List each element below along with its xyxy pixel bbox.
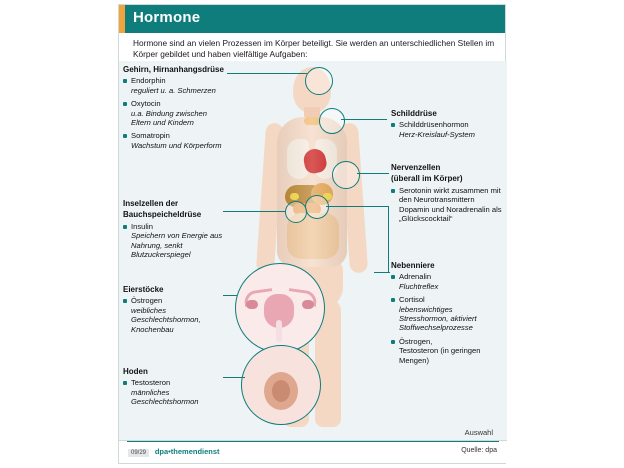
label-testes-heading: Hoden	[123, 367, 148, 376]
label-ovaries	[123, 285, 227, 338]
hormone-name: Östrogen,	[399, 336, 433, 346]
hormone-desc: männliches Geschlechtshormon	[131, 387, 199, 407]
brain-callout-circle	[305, 67, 333, 95]
label-thyroid-heading: Schilddrüse	[391, 109, 437, 118]
label-pancreas	[123, 199, 227, 263]
testis-inner-shape	[272, 380, 290, 402]
label-adrenal	[391, 261, 503, 369]
page-title: Hormone	[133, 9, 201, 26]
diagram-area	[119, 61, 507, 441]
hormone-desc: Speichern von Energie aus Nahrung, senkt Blutzuckerspiegel	[131, 231, 223, 260]
selection-note: Auswahl	[464, 428, 493, 437]
leader-line-thyroid	[341, 119, 387, 120]
cervical-canal	[276, 320, 282, 342]
label-thyroid-item-1	[391, 120, 503, 139]
nerve-callout-circle	[332, 161, 360, 189]
hormone-name: Testosteron	[131, 378, 171, 388]
hormone-name: Schilddrüsenhormon	[399, 120, 469, 130]
footer-rule	[127, 441, 499, 442]
hormone-desc: Serotonin wirkt zusammen mit den Neurotransmittern Dopamin und Noradrenalin als „Glückscocktail“	[399, 185, 502, 224]
label-adrenal-item-1	[391, 272, 503, 291]
adrenal-callout-circle	[305, 195, 329, 219]
hormone-desc: reguliert u. a. Schmerzen	[131, 85, 216, 95]
label-brain-heading: Gehirn, Hirnanhangsdrüse	[123, 65, 224, 74]
infographic-card	[118, 4, 506, 464]
label-brain-item-2	[123, 99, 227, 127]
hormone-desc: Herz-Kreislauf-System	[399, 129, 475, 139]
leader-line-adrenal	[326, 206, 388, 207]
label-ovaries-heading: Eierstöcke	[123, 285, 164, 294]
footer-bar	[119, 440, 507, 463]
hormone-desc: Testosteron (in geringen Mengen)	[399, 346, 481, 365]
leader-line-pancreas	[223, 211, 285, 212]
hormone-desc: weibliches Geschlechtshormon, Knochenbau	[131, 305, 201, 334]
hormone-name: Adrenalin	[399, 272, 432, 282]
hormone-desc: lebenswichtiges Stresshormon, aktiviert Stoffwechselprozesse	[399, 304, 477, 333]
label-testes	[123, 367, 227, 411]
testes-zoom-circle	[241, 345, 321, 425]
hormone-name: Endorphin	[131, 76, 166, 86]
leader-line-adrenal-bottom	[374, 272, 390, 273]
label-nerves-item-1	[391, 186, 503, 224]
torso-shading	[277, 117, 347, 267]
hormone-name: Oxytocin	[131, 99, 161, 109]
label-brain-item-3	[123, 131, 227, 150]
ovaries-zoom-circle	[235, 263, 325, 353]
hormone-name: Somatropin	[131, 131, 170, 141]
hormone-name: Cortisol	[399, 295, 425, 305]
label-pancreas-heading2: Bauchspeicheldrüse	[123, 210, 202, 220]
hormone-desc: u.a. Bindung zwischen Eltern und Kindern	[131, 108, 207, 128]
label-pancreas-heading: Inselzellen der	[123, 199, 179, 208]
left-ovary	[246, 300, 258, 309]
thyroid-callout-circle	[319, 108, 345, 134]
intro-text: Hormone sind an vielen Prozessen im Körper beteiligt. Sie werden an unterschiedlichen Stellen im Körper gebildet und haben vielfältige Aufgaben:	[133, 38, 495, 59]
footer-left	[128, 447, 220, 457]
hormone-desc: Wachstum und Körperform	[131, 140, 222, 150]
label-adrenal-heading: Nebenniere	[391, 261, 435, 270]
label-adrenal-item-2	[391, 295, 503, 333]
title-accent-bar	[119, 5, 125, 33]
hormone-name: Östrogen	[131, 296, 163, 306]
hormone-name: Insulin	[131, 221, 153, 231]
brand-label: dpa•themendienst	[154, 447, 220, 456]
label-nerves	[391, 163, 503, 227]
pancreas-callout-circle	[285, 201, 307, 223]
title-bar	[119, 5, 505, 33]
leader-line-brain	[227, 73, 307, 74]
leader-line-nerves	[357, 173, 389, 174]
label-testes-item-1	[123, 378, 227, 406]
label-adrenal-item-3	[391, 337, 503, 365]
label-pancreas-item-1	[123, 222, 227, 260]
label-nerves-heading: Nervenzellen	[391, 163, 441, 172]
leader-line-adrenal-vertical	[388, 206, 389, 272]
graphic-id: 09/29	[128, 449, 149, 457]
label-nerves-subheading: (überall im Körper)	[391, 174, 463, 184]
right-ovary	[302, 300, 314, 309]
hormone-desc: Fluchtreflex	[399, 281, 439, 291]
label-thyroid	[391, 109, 503, 143]
label-ovaries-item-1	[123, 296, 227, 334]
label-brain-item-1	[123, 76, 227, 95]
label-brain	[123, 65, 227, 154]
source-label: Quelle: dpa	[461, 447, 497, 454]
